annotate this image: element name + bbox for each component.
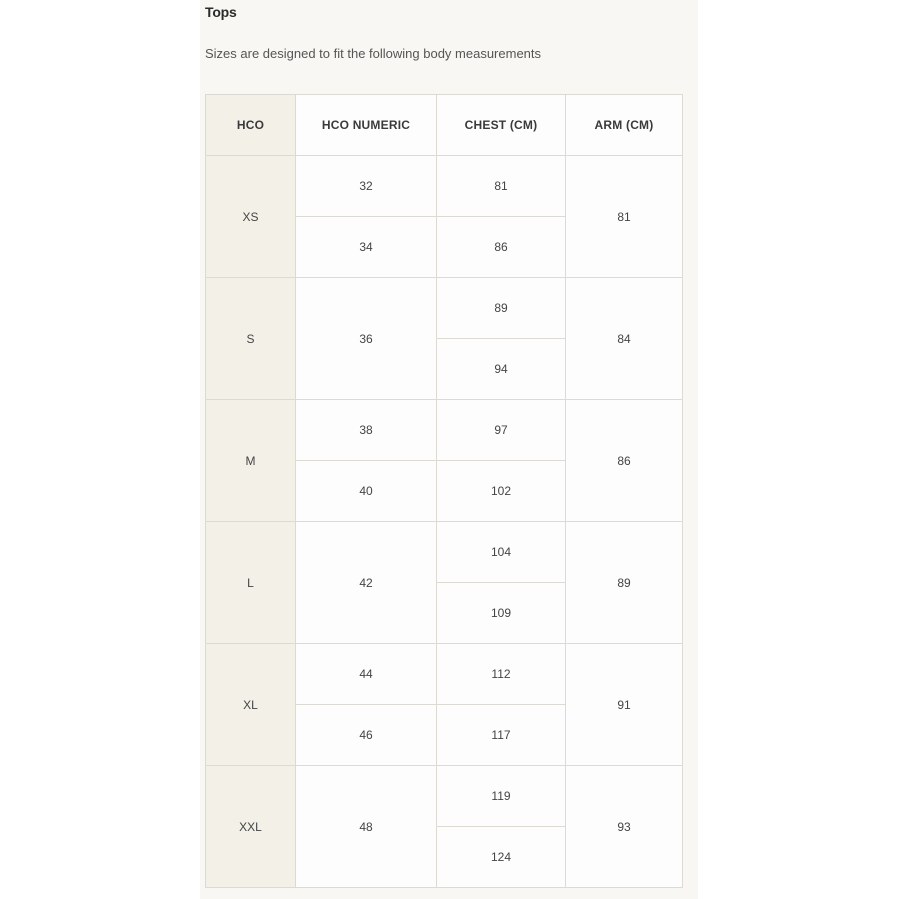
header-arm: ARM (CM) bbox=[566, 95, 683, 156]
size-label-cell: M bbox=[206, 400, 296, 522]
size-label-cell: XL bbox=[206, 644, 296, 766]
table-row bbox=[206, 522, 683, 583]
arm-cell: 81 bbox=[566, 156, 683, 278]
table-row bbox=[206, 400, 683, 461]
table-row bbox=[206, 278, 683, 339]
size-label-cell: S bbox=[206, 278, 296, 400]
numeric-cell: 32 bbox=[296, 156, 437, 217]
section-subtitle: Sizes are designed to fit the following body measurements bbox=[205, 46, 542, 61]
arm-cell: 93 bbox=[566, 766, 683, 888]
arm-cell: 91 bbox=[566, 644, 683, 766]
chest-cell: 102 bbox=[437, 461, 566, 522]
chest-cell: 81 bbox=[437, 156, 566, 217]
numeric-cell: 46 bbox=[296, 705, 437, 766]
numeric-cell: 40 bbox=[296, 461, 437, 522]
chest-cell: 89 bbox=[437, 278, 566, 339]
numeric-cell: 36 bbox=[296, 278, 437, 400]
chest-cell: 97 bbox=[437, 400, 566, 461]
size-label-cell: XXL bbox=[206, 766, 296, 888]
section-title: Tops bbox=[205, 4, 237, 20]
numeric-cell: 38 bbox=[296, 400, 437, 461]
numeric-cell: 42 bbox=[296, 522, 437, 644]
size-label-cell: XS bbox=[206, 156, 296, 278]
arm-cell: 89 bbox=[566, 522, 683, 644]
size-chart-table bbox=[205, 94, 683, 888]
table-row bbox=[206, 766, 683, 827]
header-chest: CHEST (CM) bbox=[437, 95, 566, 156]
numeric-cell: 48 bbox=[296, 766, 437, 888]
chest-cell: 86 bbox=[437, 217, 566, 278]
chest-cell: 117 bbox=[437, 705, 566, 766]
chest-cell: 112 bbox=[437, 644, 566, 705]
table-row bbox=[206, 644, 683, 705]
numeric-cell: 44 bbox=[296, 644, 437, 705]
size-label-cell: L bbox=[206, 522, 296, 644]
chest-cell: 109 bbox=[437, 583, 566, 644]
table-header-row bbox=[206, 95, 683, 156]
arm-cell: 84 bbox=[566, 278, 683, 400]
chest-cell: 124 bbox=[437, 827, 566, 888]
chest-cell: 94 bbox=[437, 339, 566, 400]
chest-cell: 119 bbox=[437, 766, 566, 827]
header-hco: HCO bbox=[206, 95, 296, 156]
arm-cell: 86 bbox=[566, 400, 683, 522]
table-row bbox=[206, 156, 683, 217]
chest-cell: 104 bbox=[437, 522, 566, 583]
numeric-cell: 34 bbox=[296, 217, 437, 278]
header-hco-numeric: HCO NUMERIC bbox=[296, 95, 437, 156]
